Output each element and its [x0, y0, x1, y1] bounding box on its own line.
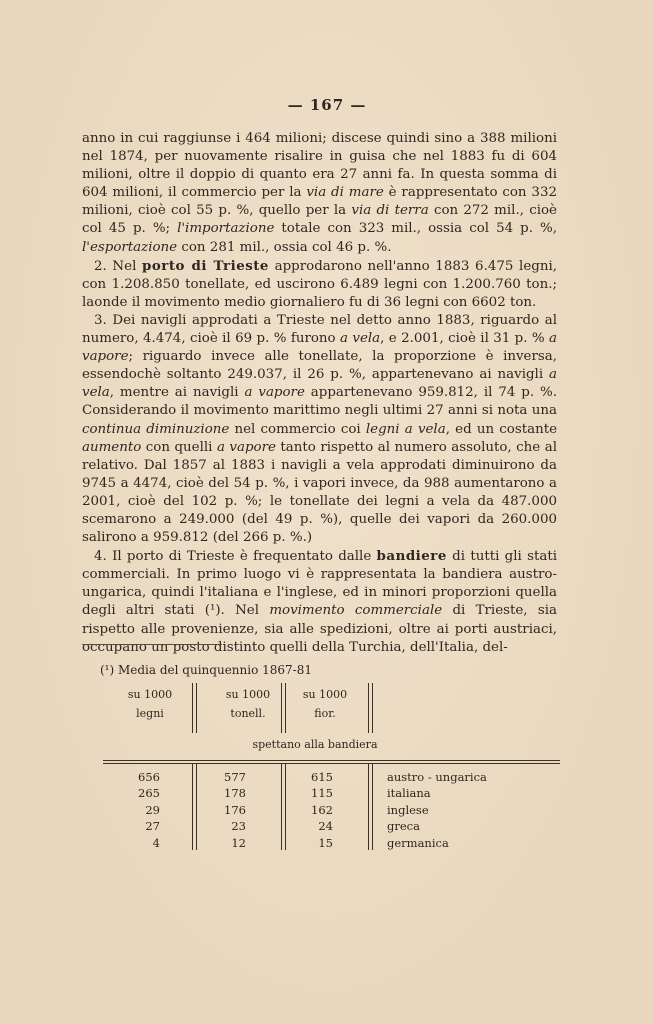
- cell-legni: 27: [145, 819, 160, 834]
- header-tonell-line2: tonell.: [230, 707, 266, 720]
- header-legni: [110, 685, 190, 723]
- page-number: — 167 —: [287, 96, 367, 114]
- footnote-subheader: spettano alla bandiera: [252, 738, 378, 751]
- text-segment: è rappresentato con 332 milioni, cioè col 55 p. %, quello per la: [82, 185, 557, 219]
- cell-fior: 15: [318, 835, 333, 850]
- table-row: [103, 836, 560, 852]
- text-segment: tanto rispetto al numero assoluto, che al relativo. Dal 1857 al 1883 i navigli a vela approdati diminuirono da 9745 a 4474, cioè del 54 p. %, i vapori invece, da 988 aumentarono a 2001, cioè del 102 p. %; le tonellate dei legni a vela da 487.000 scemarono a 249.000 (del 49 p. %), quelle dei vapori da 260.000 salirono a 959.812 (del 266 p. %.): [82, 439, 557, 546]
- header-fior-line1: su 1000: [302, 688, 348, 701]
- italic-text: a vela: [82, 367, 557, 401]
- bold-text: bandiere: [376, 548, 447, 565]
- text-segment: 2. Nel: [94, 258, 143, 274]
- paragraph: [82, 547, 557, 657]
- text-segment: totale con 323 mil., ossia col 54 p. %,: [274, 221, 557, 237]
- text-segment: anno in cui raggiunse i 464 milioni; discese quindi sino a 388 milioni nel 1874, per nuovamente risalire in guisa che nel 1883 fu di 604 milioni, oltre il doppio di quanto era 27 anni fa. In questa somma di 604 milioni, il commercio per la: [82, 131, 557, 201]
- table-row: [103, 803, 560, 819]
- cell-fior: 162: [311, 802, 333, 817]
- text-segment: 4. Il porto di Trieste è frequentato dalle: [94, 549, 377, 565]
- text-segment: , mentre ai navigli: [109, 385, 245, 401]
- cell-bandiera: germanica: [387, 835, 449, 850]
- paragraph: [82, 130, 557, 257]
- cell-legni: 4: [152, 835, 160, 850]
- italic-text: via di mare: [306, 185, 384, 201]
- table-rule: [103, 760, 560, 761]
- text-segment: di Trieste, sia rispetto alle provenienze, sia alle spedizioni, oltre ai porti austriaci, occupano un posto distinto quelli della Turchia, dell'Italia, del-: [82, 603, 557, 655]
- footnote-divider: [82, 644, 222, 645]
- header-vertical-rule: [281, 683, 286, 733]
- cell-bandiera: austro - ungarica: [387, 770, 487, 784]
- cell-tonell: 577: [224, 770, 246, 784]
- italic-text: a vapore: [82, 331, 558, 365]
- text-segment: di tutti gli stati commerciali. In primo luogo vi è rappresentata la bandiera austro-ungarica, quindi l'italiana e l'inglese, ed in minori proporzioni quella degli altri stati (¹). Nel: [82, 549, 557, 619]
- italic-text: via di terra: [351, 203, 429, 219]
- text-segment: , ed un costante: [445, 421, 558, 437]
- text-segment: con 281 mil., ossia col 46 p. %.: [177, 239, 392, 255]
- paragraph: [82, 312, 557, 547]
- cell-fior: 615: [311, 770, 333, 784]
- bold-text: porto di Trieste: [142, 257, 269, 274]
- italic-text: a vapore: [216, 439, 276, 455]
- italic-text: movimento commerciale: [269, 603, 443, 619]
- cell-legni: 29: [145, 802, 160, 817]
- header-vertical-rule: [368, 683, 373, 733]
- header-legni-line1: su 1000: [127, 688, 173, 701]
- cell-bandiera: italiana: [387, 786, 431, 801]
- text-segment: approdarono nell'anno 1883 6.475 legni, con 1.208.850 tonellate, ed uscirono 6.489 legni con 1.200.760 ton.; laonde il movimento medio giornaliero fu di 36 legni con 6602 ton.: [82, 258, 557, 310]
- text-segment: , e 2.001, cioè il 31 p. %: [380, 331, 550, 347]
- text-segment: con 272 mil., cioè col 45 p. %;: [82, 203, 557, 237]
- text-segment: 3. Dei navigli approdati a Trieste nel detto anno 1883, riguardo al numero, 4.474, cioè il 69 p. % furono: [82, 312, 557, 347]
- table-row: [103, 786, 560, 802]
- cell-legni: 265: [138, 786, 160, 801]
- cell-bandiera: greca: [387, 819, 420, 834]
- paragraph: [82, 257, 557, 312]
- italic-text: a vapore: [244, 385, 305, 401]
- text-segment: appartenevano 959.812, il 74 p. %. Considerando il movimento marittimo negli ultimi 27 anni si nota una: [82, 385, 558, 419]
- header-fior-line2: fior.: [314, 707, 336, 720]
- body-text: [82, 130, 557, 657]
- italic-text: l'importazione: [177, 221, 275, 237]
- text-segment: ; riguardo invece alle tonellate, la proporzione è inversa, essendochè soltanto 249.037, il 26 p. %, appartenevano ai navigli: [82, 349, 557, 383]
- italic-text: aumento: [82, 439, 142, 455]
- cell-fior: 115: [311, 786, 333, 801]
- footnote-table-body: [103, 770, 560, 852]
- header-legni-line2: legni: [136, 707, 164, 720]
- header-vertical-rule: [192, 683, 197, 733]
- table-row: [103, 770, 560, 786]
- cell-tonell: 178: [224, 786, 246, 801]
- footnote-title: (¹) Media del quinquennio 1867-81: [100, 663, 312, 677]
- cell-bandiera: inglese: [387, 802, 429, 817]
- cell-tonell: 176: [224, 802, 246, 817]
- table-row: [103, 819, 560, 835]
- italic-text: l'esportazione: [82, 239, 178, 255]
- italic-text: continua diminuzione: [82, 421, 230, 437]
- italic-text: legni a vela: [365, 421, 446, 437]
- table-rule: [103, 763, 560, 764]
- header-tonell: [208, 685, 288, 723]
- cell-legni: 656: [138, 770, 160, 784]
- text-segment: con quelli: [141, 439, 217, 455]
- header-tonell-line1: su 1000: [225, 688, 271, 701]
- cell-fior: 24: [318, 819, 333, 834]
- cell-tonell: 12: [231, 835, 246, 850]
- text-segment: nel commercio coi: [229, 421, 366, 437]
- cell-tonell: 23: [231, 819, 246, 834]
- italic-text: a vela: [340, 331, 381, 347]
- header-fior: [285, 685, 365, 723]
